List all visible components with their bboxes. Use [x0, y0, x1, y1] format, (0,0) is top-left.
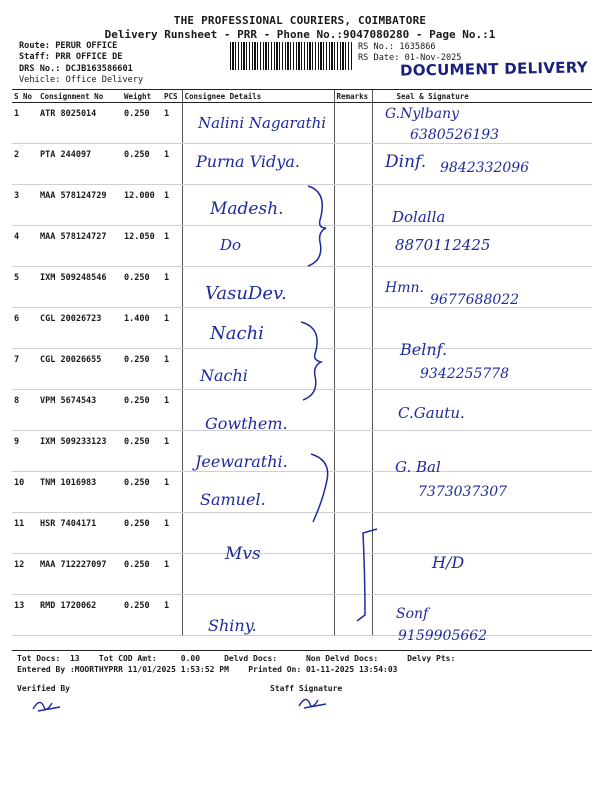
cell-pcs: 1 [162, 554, 182, 595]
bracket-9-10 [305, 450, 345, 530]
cell-sno: 11 [12, 513, 38, 554]
cell-weight: 0.250 [122, 349, 162, 390]
barcode [230, 42, 353, 70]
consignee-hand-3: Madesh. [210, 199, 284, 219]
cell-sno: 9 [12, 431, 38, 472]
signature-2: Dinf. [385, 152, 427, 172]
staff-signature-label: Staff Signature [270, 684, 343, 693]
cell-remarks [334, 144, 372, 185]
cell-pcs: 1 [162, 144, 182, 185]
col-pcs: PCS [162, 90, 182, 103]
cell-pcs: 1 [162, 185, 182, 226]
cell-pcs: 1 [162, 390, 182, 431]
rs-number: RS No.: 1635866 [358, 42, 436, 52]
consignee-hand-5: VasuDev. [205, 283, 287, 304]
vehicle-text: Vehicle: Office Delivery [19, 75, 144, 85]
signature-4: Hmn. [385, 280, 424, 296]
cell-weight: 0.250 [122, 103, 162, 144]
cell-sno: 3 [12, 185, 38, 226]
cell-sno: 2 [12, 144, 38, 185]
verified-signature-mark [30, 695, 70, 717]
cell-cons: IXM 509233123 [38, 431, 122, 472]
cell-signature [372, 554, 592, 595]
cell-weight: 0.250 [122, 390, 162, 431]
signature-3: Dolalla [392, 208, 446, 226]
cell-remarks [334, 349, 372, 390]
signature-1: G.Nylbany [385, 106, 460, 122]
cell-sno: 4 [12, 226, 38, 267]
col-remarks: Remarks [334, 90, 372, 103]
consignee-hand-4: Do [220, 236, 242, 254]
cell-sno: 5 [12, 267, 38, 308]
cell-remarks [334, 308, 372, 349]
consignee-hand-12: Shiny. [208, 616, 257, 635]
cell-pcs: 1 [162, 349, 182, 390]
col-sno: S No [12, 90, 38, 103]
cell-pcs: 1 [162, 595, 182, 636]
staff-text: Staff: PRR OFFICE DE [19, 52, 123, 62]
phone-1: 6380526193 [410, 127, 500, 143]
cell-cons: MAA 712227097 [38, 554, 122, 595]
cell-cons: VPM 5674543 [38, 390, 122, 431]
phone-7: 9159905662 [398, 628, 488, 644]
rs-date: RS Date: 01-Nov-2025 [358, 53, 462, 63]
cell-consignee [182, 595, 334, 636]
cell-cons: IXM 509248546 [38, 267, 122, 308]
signature-8: H/D [432, 553, 465, 572]
col-consignment: Consignment No [38, 90, 122, 103]
verified-by-label: Verified By [17, 684, 70, 693]
table-row [12, 431, 592, 472]
table-header-row [12, 90, 592, 103]
phone-2: 9842332096 [440, 160, 530, 176]
cell-weight: 12.000 [122, 185, 162, 226]
cell-sno: 7 [12, 349, 38, 390]
cell-weight: 0.250 [122, 144, 162, 185]
cell-weight: 0.250 [122, 513, 162, 554]
consignee-hand-8: Gowthem. [205, 414, 288, 433]
cell-cons: TNM 1016983 [38, 472, 122, 513]
cell-cons: ATR 8025014 [38, 103, 122, 144]
cell-remarks [334, 103, 372, 144]
cell-cons: PTA 244097 [38, 144, 122, 185]
phone-5: 9342255778 [420, 366, 510, 382]
phone-6: 7373037307 [418, 484, 508, 500]
cell-signature [372, 513, 592, 554]
bracket-3-4 [300, 180, 340, 270]
phone-4: 9677688022 [430, 292, 520, 308]
footer-divider [12, 650, 592, 651]
consignee-hand-10: Samuel. [200, 490, 266, 509]
cell-remarks [334, 390, 372, 431]
cell-cons: MAA 578124729 [38, 185, 122, 226]
consignee-hand-6: Nachi [210, 323, 264, 344]
entered-by-line: Entered By :MOORTHYPRR 11/01/2025 1:53:52 PM Printed On: 01-11-2025 13:54:03 [17, 665, 398, 674]
bracket-6-7 [295, 318, 335, 403]
cell-sno: 6 [12, 308, 38, 349]
drs-number: DRS No.: DCJB163586601 [19, 64, 133, 74]
cell-weight: 1.400 [122, 308, 162, 349]
signature-7: G. Bal [395, 458, 441, 476]
col-signature: Seal & Signature [372, 90, 592, 103]
cell-weight: 0.250 [122, 595, 162, 636]
runsheet-subtitle: Delivery Runsheet - PRR - Phone No.:9047080280 - Page No.:1 [104, 28, 496, 41]
staff-signature-mark [296, 692, 336, 714]
cell-sno: 10 [12, 472, 38, 513]
company-title: THE PROFESSIONAL COURIERS, COIMBATORE [173, 14, 427, 27]
document-delivery-stamp: DOCUMENT DELIVERY [399, 58, 589, 80]
cell-sno: 1 [12, 103, 38, 144]
cell-pcs: 1 [162, 267, 182, 308]
signature-5: Belnf. [400, 340, 448, 359]
cell-pcs: 1 [162, 308, 182, 349]
cell-weight: 0.250 [122, 431, 162, 472]
cell-pcs: 1 [162, 103, 182, 144]
consignee-hand-9: Jeewarathi. [195, 452, 288, 471]
table-row [12, 554, 592, 595]
route-text: Route: PERUR OFFICE [19, 41, 118, 51]
cell-pcs: 1 [162, 226, 182, 267]
cell-cons: MAA 578124727 [38, 226, 122, 267]
cell-remarks [334, 267, 372, 308]
cell-pcs: 1 [162, 431, 182, 472]
cell-sno: 13 [12, 595, 38, 636]
table-row [12, 595, 592, 636]
cell-cons: CGL 20026723 [38, 308, 122, 349]
consignee-hand-11: Mvs [225, 544, 261, 564]
signature-9: Sonf [396, 606, 429, 622]
cell-cons: HSR 7404171 [38, 513, 122, 554]
consignee-hand-1: Nalini Nagarathi [198, 114, 327, 132]
phone-3: 8870112425 [395, 236, 491, 254]
col-consignee: Consignee Details [182, 90, 334, 103]
cell-weight: 0.250 [122, 554, 162, 595]
consignee-hand-2: Purna Vidya. [196, 152, 300, 171]
cell-weight: 0.250 [122, 472, 162, 513]
cell-pcs: 1 [162, 472, 182, 513]
cell-sno: 8 [12, 390, 38, 431]
cell-weight: 0.250 [122, 267, 162, 308]
cell-weight: 12.050 [122, 226, 162, 267]
bracket-11-13 [355, 525, 385, 625]
consignee-hand-7: Nachi [200, 366, 248, 385]
cell-cons: CGL 20026655 [38, 349, 122, 390]
table-row [12, 513, 592, 554]
col-weight: Weight [122, 90, 162, 103]
cell-pcs: 1 [162, 513, 182, 554]
cell-cons: RMD 1720062 [38, 595, 122, 636]
cell-sno: 12 [12, 554, 38, 595]
totals-line: Tot Docs: 13 Tot COD Amt: 0.00 Delvd Docs: Non Delvd Docs: Delvy Pts: [17, 654, 456, 663]
signature-6: C.Gautu. [398, 404, 465, 422]
